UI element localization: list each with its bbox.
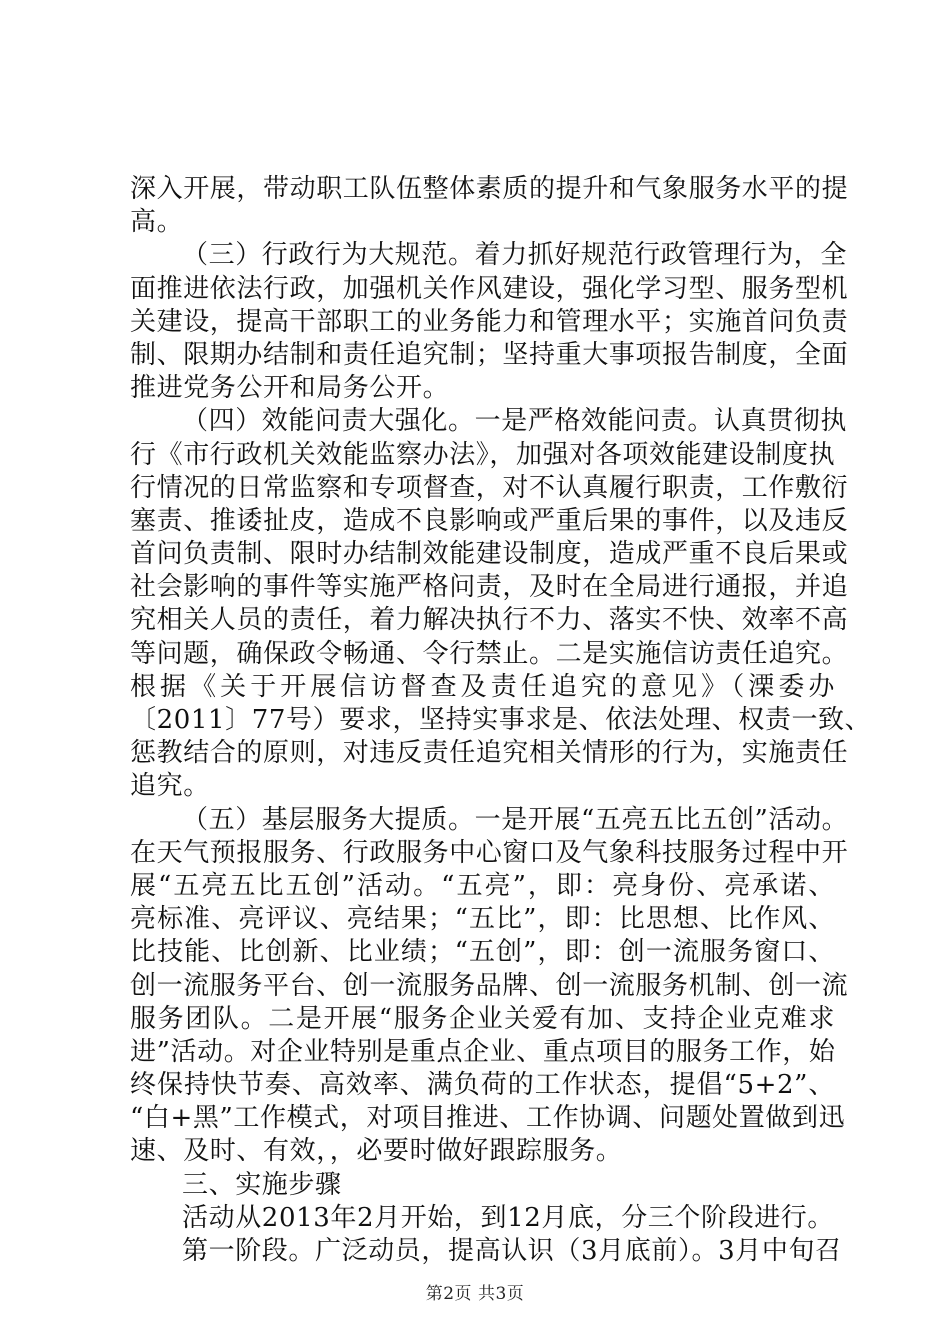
text-line-17: 〔2011〕77号）要求，坚持实事求是、依法处理、权责一致、 xyxy=(130,705,872,735)
text-line-22: 展“五亮五比五创”活动。“五亮”，即：亮身份、亮承诺、 xyxy=(130,870,835,901)
text-line-6: 制、限期办结制和责任追究制；坚持重大事项报告制度，全面 xyxy=(130,339,849,370)
text-line-32: 活动从2013年2月开始，到12月底，分三个阶段进行。 xyxy=(182,1202,834,1233)
text-line-24: 比技能、比创新、比业绩；“五创”，即：创一流服务窗口、 xyxy=(130,937,835,968)
text-line-21: 在天气预报服务、行政服务中心窗口及气象科技服务过程中开 xyxy=(130,837,849,868)
text-line-10: 行情况的日常监察和专项督查，对不认真履行职责，工作敷衍 xyxy=(130,472,849,503)
text-line-13: 社会影响的事件等实施严格问责，及时在全局进行通报，并追 xyxy=(130,572,849,603)
text-line-1: 深入开展，带动职工队伍整体素质的提升和气象服务水平的提 xyxy=(130,174,849,204)
text-line-9: 行《市行政机关效能监察办法》，加强对各项效能建设制度执 xyxy=(130,439,836,470)
text-line-29: “白+黑”工作模式，对项目推进、工作协调、问题处置做到迅 xyxy=(130,1103,846,1134)
text-line-14: 究相关人员的责任，着力解决执行不力、落实不快、效率不高 xyxy=(130,605,849,636)
text-line-30: 速、及时、有效，，必要时做好跟踪服务。 xyxy=(130,1136,623,1167)
text-line-8: （四）效能问责大强化。一是严格效能问责。认真贯彻执 xyxy=(182,406,848,437)
text-line-28: 终保持快节奏、高效率、满负荷的工作状态，提倡“5+2”、 xyxy=(130,1070,835,1101)
text-line-16: 根据《关于开展信访督查及责任追究的意见》（溧委办 xyxy=(130,671,835,702)
text-line-4: 面推进依法行政，加强机关作风建设，强化学习型、服务型机 xyxy=(130,273,849,304)
document-body xyxy=(130,173,872,1268)
text-line-19: 追究。 xyxy=(130,771,210,802)
text-line-3: （三）行政行为大规范。着力抓好规范行政管理行为，全 xyxy=(182,240,848,271)
text-line-5: 关建设，提高干部职工的业务能力和管理水平；实施首问负责 xyxy=(130,306,849,337)
page-footer: 第2页 共3页 xyxy=(425,1284,525,1304)
text-line-25: 创一流服务平台、创一流服务品牌、创一流服务机制、创一流 xyxy=(130,970,849,1001)
text-line-27: 进”活动。对企业特别是重点企业、重点项目的服务工作，始 xyxy=(130,1036,836,1067)
text-line-7: 推进党务公开和局务公开。 xyxy=(130,373,450,404)
text-line-23: 亮标准、亮评议、亮结果；“五比”，即：比思想、比作风、 xyxy=(130,904,835,935)
text-line-12: 首问负责制、限时办结制效能建设制度，造成严重不良后果或 xyxy=(130,539,849,570)
text-line-15: 等问题，确保政令畅通、令行禁止。二是实施信访责任追究。 xyxy=(130,638,849,669)
text-line-33: 第一阶段。广泛动员，提高认识（3月底前）。3月中旬召 xyxy=(182,1236,842,1266)
text-line-20: （五）基层服务大提质。一是开展“五亮五比五创”活动。 xyxy=(182,804,849,835)
text-line-26: 服务团队。二是开展“服务企业关爱有加、支持企业克难求 xyxy=(130,1003,835,1034)
section-heading: 三、实施步骤 xyxy=(182,1169,342,1200)
text-line-2: 高。 xyxy=(130,207,184,238)
text-line-18: 惩教结合的原则，对违反责任追究相关情形的行为，实施责任 xyxy=(130,738,849,769)
text-line-11: 塞责、推诿扯皮，造成不良影响或严重后果的事件，以及违反 xyxy=(130,505,849,536)
